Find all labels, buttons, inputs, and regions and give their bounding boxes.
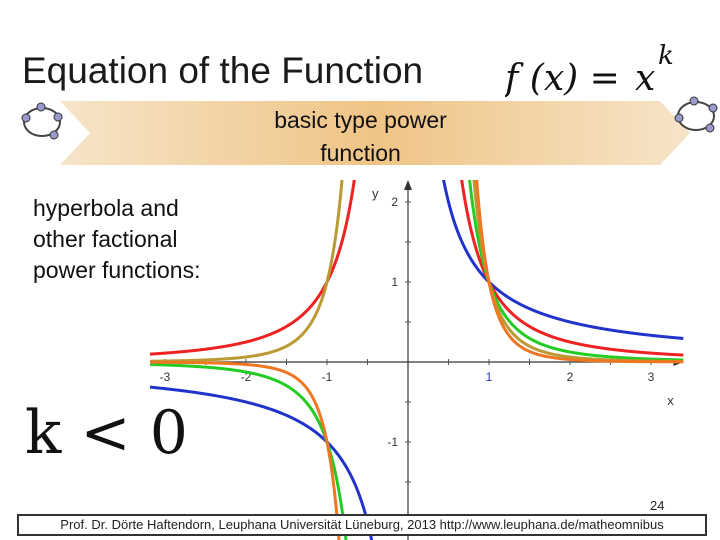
x-tick-label: 3 bbox=[647, 370, 655, 384]
banner-line-1: basic type power bbox=[274, 107, 447, 133]
formula-base: x bbox=[635, 58, 656, 99]
x-tick-label: 1 bbox=[485, 370, 493, 384]
series-curve bbox=[150, 180, 346, 361]
x-tick-label: -1 bbox=[321, 370, 333, 384]
x-axis-label: x bbox=[667, 393, 674, 408]
y-axis-arrow bbox=[404, 180, 412, 190]
subtitle-line-3: power functions: bbox=[33, 257, 201, 283]
y-tick-label: -1 bbox=[387, 435, 398, 449]
series-curve bbox=[464, 180, 683, 360]
series-curve bbox=[455, 180, 684, 355]
slide-title: Equation of the Function bbox=[22, 50, 424, 91]
x-tick-label: 2 bbox=[566, 370, 574, 384]
page-number: 24 bbox=[650, 498, 665, 513]
power-function-chart bbox=[150, 180, 690, 540]
subtitle-line-1: hyperbola and bbox=[33, 195, 179, 221]
y-tick-label: 1 bbox=[391, 275, 398, 289]
formula-exponent: k bbox=[658, 41, 674, 71]
y-tick-label: 2 bbox=[391, 195, 398, 209]
y-axis-label: y bbox=[372, 186, 379, 201]
footer-credit: Prof. Dr. Dörte Haftendorn, Leuphana Universität Lüneburg, 2013 http://www.leuphana.de/matheomnibus bbox=[17, 514, 707, 536]
k-condition: k < 0 bbox=[25, 398, 188, 468]
formula-lhs: f (x) = bbox=[505, 58, 620, 99]
x-tick-label: -3 bbox=[159, 370, 171, 384]
x-tick-label: -2 bbox=[240, 370, 252, 384]
circle-points-icon bbox=[16, 100, 68, 144]
banner-text bbox=[238, 104, 483, 170]
circle-points-icon bbox=[670, 94, 720, 138]
subtitle-line-2: other factional bbox=[33, 226, 178, 252]
banner-line-2: function bbox=[320, 140, 401, 166]
